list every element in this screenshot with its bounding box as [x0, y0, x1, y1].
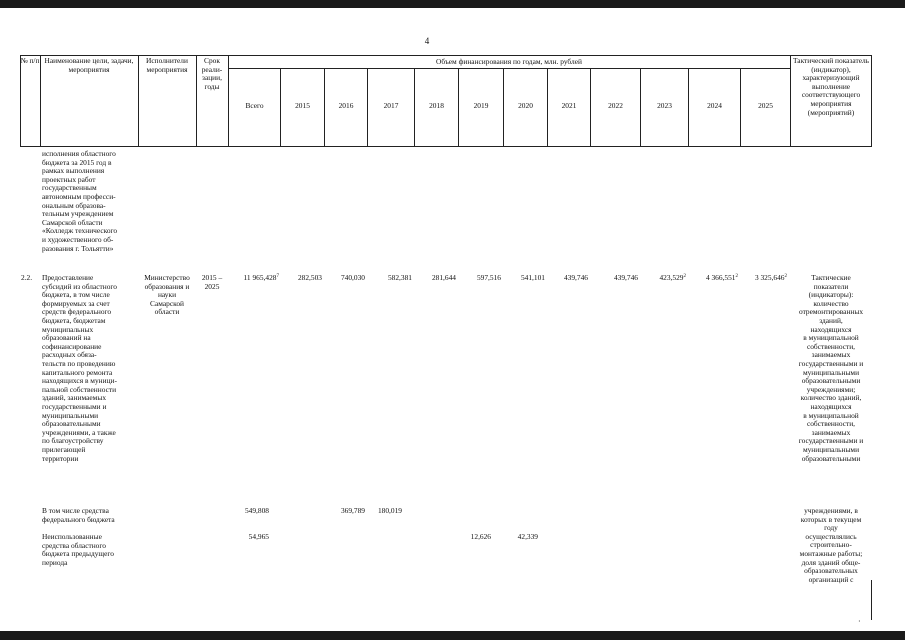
text-line: отремонтированных: [798, 307, 864, 317]
text-line: муниципальными: [802, 445, 860, 454]
header-year: 2025: [758, 101, 773, 110]
text-line: расходных обяза-: [42, 350, 97, 360]
text-line: и художественного об-: [42, 235, 114, 244]
header-funding-title: Объем финансирования по годам, млн. рублей: [436, 57, 582, 66]
text-line: средств федерального: [42, 307, 112, 317]
text-line: Предоставление: [42, 273, 94, 282]
row-value-2021: 439,746: [563, 273, 588, 282]
text-line: Самарской: [150, 298, 184, 308]
text-line: бюджета предыдущего: [42, 549, 114, 559]
margin-mark: [871, 580, 872, 620]
col-rule: [871, 55, 872, 147]
header-name: Наименование цели, задачи, мероприятия: [44, 56, 134, 74]
federal-2016: 369,789: [340, 506, 365, 515]
text-line: софинансирование: [42, 341, 102, 351]
row-value-2023: 423,529$^2$: [659, 273, 686, 282]
federal-2017: 180,019: [377, 506, 402, 515]
text-line: находящихся в муници-: [42, 376, 117, 386]
text-line: образований на: [42, 333, 91, 343]
header-num: № п/п: [20, 56, 40, 65]
text-line: учреждениями;: [806, 384, 856, 394]
text-line: показатели: [813, 281, 849, 291]
text-line: в муниципальной: [803, 410, 859, 420]
row-total: 11 965,428$^7$: [243, 273, 279, 282]
text-line: собственности,: [806, 341, 856, 351]
text-line: образовательными: [801, 453, 861, 463]
text-line: Самарской области: [42, 217, 103, 227]
header-year: 2024: [707, 101, 722, 110]
row-term: 2015 – 2025: [201, 273, 223, 291]
text-line: Неиспользованные: [42, 532, 102, 541]
text-line: рамках выполнения: [42, 166, 105, 176]
row-value-2025: 3 325,646$^2$: [754, 273, 787, 282]
header-year: 2021: [561, 101, 577, 110]
row-value-2017: 582,381: [387, 273, 412, 282]
text-line: капитального ремонта: [42, 367, 113, 377]
text-line: собственности,: [806, 419, 856, 429]
text-line: образовательными: [42, 419, 101, 429]
row-value-2015: 282,503: [297, 273, 322, 282]
text-line: (индикаторы):: [808, 290, 854, 300]
header-year: 2015: [295, 101, 310, 110]
text-line: бюджета, бюджетам: [42, 316, 106, 325]
text-line: Тактические: [811, 273, 851, 282]
text-line: «Колледж технического: [42, 226, 118, 236]
text-line: пальной собственности: [42, 384, 117, 394]
header-year: 2017: [383, 101, 399, 110]
text-line: зданий,: [819, 316, 843, 325]
text-line: средства областного: [42, 540, 106, 550]
text-line: муниципальных: [42, 324, 94, 334]
text-line: по благоустройству: [42, 436, 104, 446]
federal-total: 549,808: [244, 506, 269, 515]
text-line: исполнения областного: [42, 149, 116, 158]
text-line: зданий, занимаемых: [42, 393, 107, 403]
text-line: осуществлялись: [805, 531, 857, 541]
text-line: монтажные работы;: [799, 549, 863, 558]
text-line: федерального бюджета: [42, 514, 115, 524]
row-value-2020: 541,101: [520, 273, 545, 282]
text-line: науки: [157, 290, 177, 300]
text-line: проектных работ: [42, 174, 96, 184]
text-line: области: [154, 307, 180, 317]
row-value-2024: 4 366,551$^2$: [705, 273, 738, 282]
unused-2019: 12,626: [470, 532, 491, 541]
text-line: учреждениями, в: [804, 506, 858, 515]
text-line: образовательными: [801, 376, 861, 386]
text-line: образовательных: [804, 566, 858, 576]
text-line: строительно-: [810, 540, 852, 550]
text-line: бюджета за 2015 год в: [42, 157, 112, 167]
text-line: тельным учреждением: [42, 209, 114, 219]
text-line: территории: [42, 453, 79, 463]
text-line: государственными и: [798, 436, 864, 446]
header-year: 2016: [338, 101, 354, 110]
header-year: 2020: [518, 101, 533, 110]
text-line: доля зданий обще-: [801, 557, 861, 567]
text-line: государственными и: [798, 359, 864, 368]
text-line: ональным образова-: [42, 200, 106, 210]
unused-2020: 42,339: [517, 532, 538, 541]
text-line: прилегающей: [42, 445, 86, 454]
text-line: разования г. Тольятти»: [42, 243, 114, 253]
col-rule: [790, 55, 791, 147]
text-line: занимаемых: [811, 350, 851, 360]
text-line: организаций с: [808, 574, 854, 584]
header-term: Срок реали-зации, годы: [201, 56, 223, 91]
row-value-2018: 281,644: [431, 273, 456, 282]
text-line: в муниципальной: [803, 333, 859, 343]
header-year: 2018: [429, 101, 444, 110]
text-line: В том числе средства: [42, 506, 109, 515]
scan-bottom-border: [0, 631, 905, 640]
col-rule: [228, 55, 229, 147]
header-indicator: Тактический показатель (индикатор), характеризующий выполнение соответствующего мероприятия (мероприятий): [792, 56, 870, 117]
text-line: году: [824, 523, 838, 533]
funding-subheader-rule: [228, 68, 790, 69]
text-line: субсидий из областного: [42, 281, 117, 291]
header-year: 2019: [473, 101, 489, 110]
text-line: находящихся: [810, 324, 852, 334]
header-year: 2022: [608, 101, 623, 110]
text-line: учреждениями, а также: [42, 427, 116, 437]
text-line: находящихся: [810, 402, 852, 411]
page-number: 4: [424, 36, 430, 46]
text-line: государственными и: [42, 402, 107, 411]
unused-total: 54,965: [248, 532, 269, 541]
row-number: 2.2.: [21, 273, 33, 282]
text-line: бюджета, в том числе: [42, 290, 110, 300]
scan-speck: ·: [858, 617, 861, 626]
row-value-2019: 597,516: [476, 273, 501, 282]
text-line: автономным професси-: [42, 192, 116, 201]
text-line: которых в текущем: [800, 514, 862, 524]
row-value-2016: 740,030: [340, 273, 365, 282]
text-line: муниципальными: [802, 367, 860, 377]
text-line: занимаемых: [811, 427, 851, 437]
text-line: тельств по проведению: [42, 359, 116, 368]
text-line: муниципальными: [42, 410, 99, 420]
text-line: государственным: [42, 183, 97, 193]
text-line: Министерство: [144, 273, 190, 282]
header-total: Всего: [245, 101, 264, 110]
header-executor: Исполнители мероприятия: [146, 56, 188, 74]
header-year: 2023: [657, 101, 672, 110]
col-rule: [20, 55, 21, 147]
text-line: количество: [813, 298, 849, 308]
header-bottom-rule: [20, 146, 872, 147]
text-line: образования и: [144, 281, 190, 291]
row-value-2022: 439,746: [613, 273, 638, 282]
text-line: формируемых за счет: [42, 298, 110, 308]
text-line: количество зданий,: [800, 393, 862, 403]
scan-top-border: [0, 0, 905, 8]
text-line: периода: [42, 557, 68, 567]
